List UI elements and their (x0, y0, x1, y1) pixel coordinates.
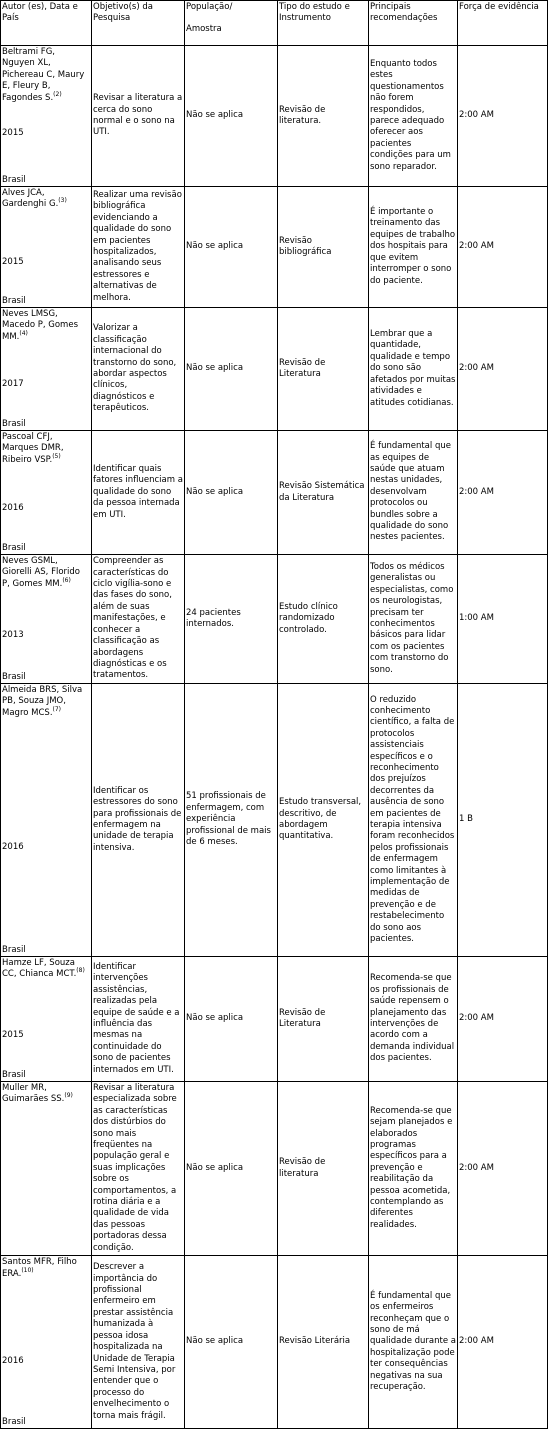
evidence-strength-cell: 2:00 AM (458, 431, 548, 555)
author-names (2, 47, 90, 104)
recommendations-cell: É fundamental que os enfermeiros reconheçam que o sono de má qualidade durante a hospitalização pode ter consequências negativas na sua recuperação. (369, 1256, 458, 1429)
table-row (1, 308, 548, 431)
header-strength: Força de evidência (458, 1, 548, 46)
author-names (2, 556, 90, 590)
country: Brasil (2, 1069, 26, 1080)
author-cell (1, 46, 92, 187)
header-objective: Objetivo(s) da Pesquisa (92, 1, 185, 46)
country: Brasil (2, 174, 26, 185)
population-cell: Não se aplica (185, 1256, 278, 1429)
evidence-strength-cell: 2:00 AM (458, 46, 548, 187)
reference-number: (6) (62, 576, 71, 584)
evidence-strength-cell: 2:00 AM (458, 1082, 548, 1256)
objective-cell: Realizar uma revisão bibliográfica evidenciando a qualidade do sono em pacientes hospitalizados, analisando seus estressores e alternativas de melhora. (92, 187, 185, 308)
author-text: Santos MFR, Filho ERA. (2, 1257, 77, 1279)
population-cell: Não se aplica (185, 187, 278, 308)
author-text: Alves JCA, Gardenghi G. (2, 188, 59, 210)
author-cell (1, 308, 92, 431)
table-row (1, 431, 548, 555)
recommendations-cell: Recomenda-se que sejam planejados e elaborados programas específicos para a prevenção e reabilitação da pessoa acometida, contemplando as diferentes realidades. (369, 1082, 458, 1256)
header-author: Autor (es), Data e País (1, 1, 92, 46)
author-cell (1, 431, 92, 555)
study-type-cell: Estudo clínico randomizado controlado. (278, 555, 369, 684)
recommendations-cell: O reduzido conhecimento científico, a falta de protocolos assistenciais específicos e o reconhecimento dos prejuízos decorrentes da ausência de sono em pacientes de terapia intensiva foram reconhecidos pelos profissionais de enfermagem como limitantes à implementação de medidas de prevenção e de restabelecimento do sono aos pacientes. (369, 684, 458, 957)
author-cell (1, 555, 92, 684)
country: Brasil (2, 1416, 26, 1427)
recommendations-cell: Enquanto todos estes questionamentos não forem respondidos, parece adequado oferecer aos pacientes condições para um sono reparador. (369, 46, 458, 187)
author-text: Neves GSML, Giorelli AS, Florido P, Gomes MM. (2, 556, 80, 589)
table-row (1, 1082, 548, 1256)
reference-number: (7) (52, 705, 62, 713)
author-text: Almeida BRS, Silva PB, Souza JMO, Magro MCS. (2, 685, 83, 718)
objective-cell: Revisar a literatura especializada sobre as características dos distúrbios do sono mais freqüentes na população geral e suas implicações sobre os comportamentos, a rotina diária e a qualidade de vida das pessoas portadoras dessa condição. (92, 1082, 185, 1256)
author-names (2, 188, 90, 211)
reference-number: (5) (52, 452, 61, 460)
year: 2015 (2, 257, 24, 267)
objective-cell: Descrever a importância do profissional enfermeiro em prestar assistência humanizada à pessoa idosa hospitalizada na Unidade de Terapia Semi Intensiva, por entender que o processo do envelhecimento o torna mais frágil. (92, 1256, 185, 1429)
evidence-strength-cell: 1:00 AM (458, 555, 548, 684)
header-study: Tipo do estudo e Instrumento (278, 1, 369, 46)
study-type-cell: Revisão de literatura. (278, 46, 369, 187)
author-text: Muller MR, Guimarães SS. (2, 1083, 65, 1105)
table-row (1, 1256, 548, 1429)
study-type-cell: Revisão de Literatura (278, 308, 369, 431)
recommendations-cell: Lembrar que a quantidade, qualidade e tempo do sono são afetados por muitas atividades e atitudes cotidianas. (369, 308, 458, 431)
population-cell: Não se aplica (185, 308, 278, 431)
reference-number: (10) (21, 1266, 34, 1274)
population-cell: Não se aplica (185, 957, 278, 1082)
country: Brasil (2, 944, 26, 955)
evidence-strength-cell: 2:00 AM (458, 308, 548, 431)
country: Brasil (2, 671, 26, 682)
objective-cell: Identificar quais fatores influenciam a qualidade do sono da pessoa internada em UTI. (92, 431, 185, 555)
author-text: Pascoal CFJ, Marques DMR, Ribeiro VSP. (2, 432, 64, 465)
evidence-strength-cell: 2:00 AM (458, 957, 548, 1082)
objective-cell: Valorizar a classificação internacional do transtorno do sono, abordar aspectos clínicos, diagnósticos e terapêuticos. (92, 308, 185, 431)
author-names (2, 958, 90, 981)
recommendations-cell: É fundamental que as equipes de saúde que atuam nestas unidades, desenvolvam protocolos ou bundles sobre a qualidade do sono nestes pacientes. (369, 431, 458, 555)
reference-number: (3) (58, 197, 67, 205)
table-row (1, 684, 548, 957)
year: 2016 (2, 1356, 24, 1367)
population-cell: Não se aplica (185, 46, 278, 187)
header-population-top: População/ (186, 2, 233, 12)
country: Brasil (2, 542, 26, 553)
country: Brasil (2, 295, 26, 306)
year: 2013 (2, 630, 24, 640)
year: 2017 (2, 379, 24, 389)
study-type-cell: Revisão bibliográfica (278, 187, 369, 308)
recommendations-cell: Recomenda-se que os profissionais de saúde repensem o planejamento das intervenções de acordo com a demanda individual dos pacientes. (369, 957, 458, 1082)
study-type-cell: Revisão Literária (278, 1256, 369, 1429)
study-type-cell: Estudo transversal, descritivo, de abordagem quantitativa. (278, 684, 369, 957)
author-names (2, 432, 90, 466)
header-population (185, 1, 278, 46)
study-type-cell: Revisão de literatura (278, 1082, 369, 1256)
study-type-cell: Revisão de Literatura (278, 957, 369, 1082)
population-cell: Não se aplica (185, 431, 278, 555)
reference-number: (9) (64, 1092, 73, 1100)
year: 2015 (2, 1030, 24, 1040)
header-population-bottom: Amostra (186, 24, 222, 35)
author-names (2, 309, 90, 343)
population-cell: Não se aplica (185, 1082, 278, 1256)
objective-cell: Compreender as características do ciclo vigília-sono e das fases do sono, além de suas manifestações, e conhecer a classificação as abordagens diagnósticas e os tratamentos. (92, 555, 185, 684)
author-cell (1, 957, 92, 1082)
population-cell: 51 profissionais de enfermagem, com experiência profissional de mais de 6 meses. (185, 684, 278, 957)
recommendations-cell: É importante o treinamento das equipes de trabalho dos hospitais para que evitem interromper o sono do paciente. (369, 187, 458, 308)
study-type-cell: Revisão Sistemática da Literatura (278, 431, 369, 555)
country: Brasil (2, 418, 26, 429)
author-cell (1, 684, 92, 957)
author-text: Beltrami FG, Nguyen XL, Pichereau C, Maury E, Fleury B, Fagondes S. (2, 47, 85, 103)
table-row (1, 957, 548, 1082)
header-recs: Principais recomendações (369, 1, 458, 46)
year: 2016 (2, 503, 24, 513)
reference-number: (2) (53, 90, 62, 98)
author-cell (1, 187, 92, 308)
author-text: Neves LMSG, Macedo P, Gomes MM. (2, 309, 78, 342)
table-row (1, 187, 548, 308)
author-names (2, 1257, 90, 1280)
reference-number: (4) (19, 329, 28, 337)
header-row (1, 1, 548, 46)
year: 2016 (2, 842, 24, 852)
author-names (2, 685, 90, 719)
year: 2015 (2, 128, 24, 138)
author-cell (1, 1082, 92, 1256)
author-cell (1, 1256, 92, 1429)
author-names (2, 1083, 90, 1106)
author-text: Hamze LF, Souza CC, Chianca MCT. (2, 958, 77, 980)
reference-number: (8) (76, 967, 85, 975)
evidence-strength-cell: 2:00 AM (458, 1256, 548, 1429)
evidence-strength-cell: 2:00 AM (458, 187, 548, 308)
objective-cell: Revisar a literatura a cerca do sono normal e o sono na UTI. (92, 46, 185, 187)
objective-cell: Identificar os estressores do sono para profissionais de enfermagem na unidade de terapia intensiva. (92, 684, 185, 957)
table-row (1, 555, 548, 684)
recommendations-cell: Todos os médicos generalistas ou especialistas, como os neurologistas, precisam ter conhecimentos básicos para lidar com os pacientes com transtorno do sono. (369, 555, 458, 684)
evidence-strength-cell: 1 B (458, 684, 548, 957)
table-row (1, 46, 548, 187)
population-cell: 24 pacientes internados. (185, 555, 278, 684)
objective-cell: Identificar intervenções assistências, realizadas pela equipe de saúde e a influência das mesmas na continuidade do sono de pacientes internados em UTI. (92, 957, 185, 1082)
